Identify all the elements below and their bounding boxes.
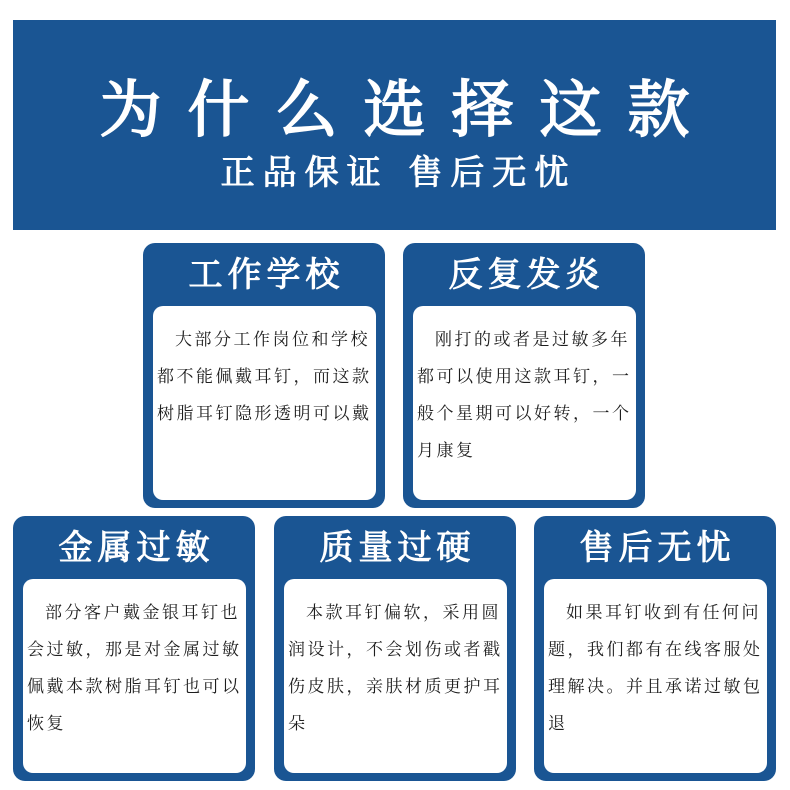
card-line: 刚打的或者是过敏多年 xyxy=(435,330,630,350)
card-line: 月康复 xyxy=(417,441,476,461)
card-line: 大部分工作岗位和学校 xyxy=(175,330,370,350)
card-line: 本款耳钉偏软，采用圆 xyxy=(306,603,501,623)
card-line: 部分客户戴金银耳钉也 xyxy=(45,603,240,623)
card-after-sales xyxy=(534,516,776,781)
card-line: 都不能佩戴耳钉，而这款 xyxy=(157,367,372,387)
page-title: 为什么选择这款 xyxy=(99,73,716,146)
card-title: 售后无忧 xyxy=(579,528,736,568)
card-line: 树脂耳钉隐形透明可以戴 xyxy=(157,404,372,424)
card-line: 理解决。并且承诺过敏包 xyxy=(548,677,763,697)
page-subtitle: 正品保证 售后无忧 xyxy=(220,153,577,193)
card-line: 如果耳钉收到有任何问 xyxy=(566,603,761,623)
card-line: 题，我们都有在线客服处 xyxy=(548,640,763,660)
card-title: 质量过硬 xyxy=(319,528,476,568)
card-line: 都可以使用这款耳钉，一 xyxy=(417,367,632,387)
card-line: 朵 xyxy=(288,714,308,734)
card-quality xyxy=(274,516,516,781)
card-title: 反复发炎 xyxy=(448,255,605,295)
card-line: 恢复 xyxy=(27,714,66,734)
card-body xyxy=(153,306,376,500)
card-line: 退 xyxy=(548,714,568,734)
card-metal-allergy xyxy=(13,516,255,781)
header-banner xyxy=(13,20,776,230)
card-title: 金属过敏 xyxy=(58,528,215,568)
card-line: 润设计，不会划伤或者戳 xyxy=(288,640,503,660)
card-body xyxy=(544,579,767,773)
card-body xyxy=(284,579,507,773)
card-body xyxy=(23,579,246,773)
card-line: 伤皮肤，亲肤材质更护耳 xyxy=(288,677,503,697)
card-line: 佩戴本款树脂耳钉也可以 xyxy=(27,677,242,697)
card-work-school xyxy=(143,243,385,508)
card-body xyxy=(413,306,636,500)
card-line: 会过敏，那是对金属过敏 xyxy=(27,640,242,660)
card-title: 工作学校 xyxy=(188,255,345,295)
card-line: 般个星期可以好转，一个 xyxy=(417,404,632,424)
card-recurring-inflammation xyxy=(403,243,645,508)
